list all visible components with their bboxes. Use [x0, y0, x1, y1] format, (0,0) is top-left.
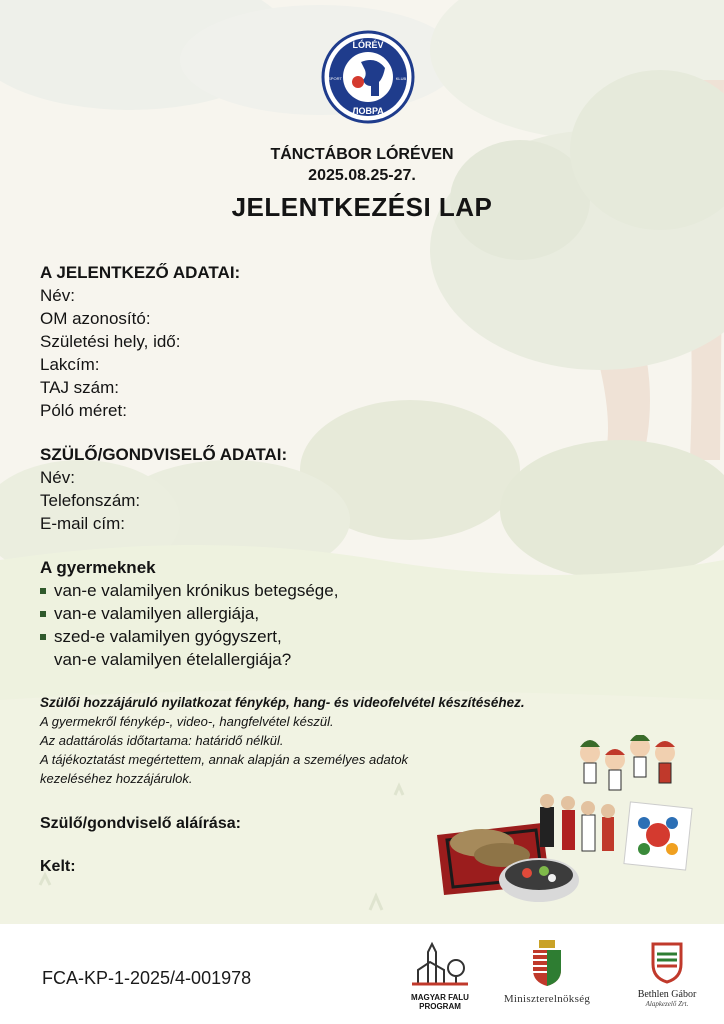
field-taj: TAJ szám:	[40, 378, 120, 397]
consent-line: kezeléséhez hozzájárulok.	[40, 771, 193, 786]
logo-label: Miniszterelnökség	[503, 993, 591, 1005]
field-shirt-size: Póló méret:	[40, 401, 127, 420]
guardian-field-email: E-mail cím:	[40, 514, 125, 533]
list-item-continuation: van-e valamilyen ételallergiája?	[54, 650, 292, 669]
club-logo	[321, 30, 415, 124]
consent-line: A gyermekről fénykép-, video-, hangfelvétel készül.	[40, 714, 334, 729]
consent-line: A tájékoztatást megértettem, annak alapján a személyes adatok	[40, 752, 409, 767]
logo-label: Bethlen Gábor	[637, 989, 697, 1000]
applicant-heading: A JELENTKEZŐ ADATAI:	[40, 263, 241, 282]
logo-label: MAGYAR FALU	[411, 993, 469, 1002]
event-date: 2025.08.25-27.	[308, 167, 416, 184]
child-heading: A gyermeknek	[40, 558, 156, 577]
field-om-id: OM azonosító:	[40, 309, 151, 328]
list-item: van-e valamilyen krónikus betegsége,	[40, 579, 338, 602]
child-section	[40, 557, 338, 671]
logo-label: PROGRAM	[419, 1002, 461, 1011]
field-birth: Születési hely, idő:	[40, 332, 181, 351]
logo-top-text: LÓRÉV	[352, 40, 384, 50]
date-label: Kelt:	[40, 858, 76, 875]
bullet-icon	[40, 634, 46, 640]
bethlen-gabor-logo	[622, 940, 712, 1008]
list-item: van-e valamilyen allergiája,	[40, 602, 338, 625]
coat-of-arms-icon	[529, 940, 565, 988]
consent-heading: Szülői hozzájáruló nyilatkozat fénykép, hang- és videofelvétel készítéséhez.	[40, 695, 525, 710]
magyar-falu-logo	[400, 940, 480, 1011]
logo-bottom-text: ЛОВРА	[352, 106, 384, 116]
logo-left-text: SPORT	[328, 76, 342, 81]
bullet-icon	[40, 611, 46, 617]
list-item: szed-e valamilyen gyógyszert,	[40, 625, 338, 648]
event-title: TÁNCTÁBOR LÓRÉVEN	[270, 146, 454, 163]
logo-label: Alapkezelő Zrt.	[645, 1000, 689, 1008]
form-title: JELENTKEZÉSI LAP	[231, 192, 493, 222]
field-name: Név:	[40, 286, 75, 305]
consent-line: Az adattárolás időtartama: határidő nélkül.	[40, 733, 284, 748]
shield-icon	[649, 940, 685, 984]
folk-illustration	[432, 735, 724, 910]
project-code: FCA-KP-1-2025/4-001978	[42, 968, 252, 988]
miniszterelnokseg-logo	[492, 940, 602, 1005]
logo-right-text: KLUB	[395, 76, 407, 81]
guardian-field-phone: Telefonszám:	[40, 491, 141, 510]
signature-label: Szülő/gondviselő aláírása:	[40, 815, 241, 832]
field-address: Lakcím:	[40, 355, 100, 374]
village-icon	[410, 940, 470, 988]
ball-icon	[352, 76, 364, 88]
guardian-field-name: Név:	[40, 468, 75, 487]
bullet-icon	[40, 588, 46, 594]
applicant-section	[40, 262, 240, 422]
guardian-heading: SZÜLŐ/GONDVISELŐ ADATAI:	[40, 445, 288, 464]
guardian-section	[40, 444, 287, 535]
